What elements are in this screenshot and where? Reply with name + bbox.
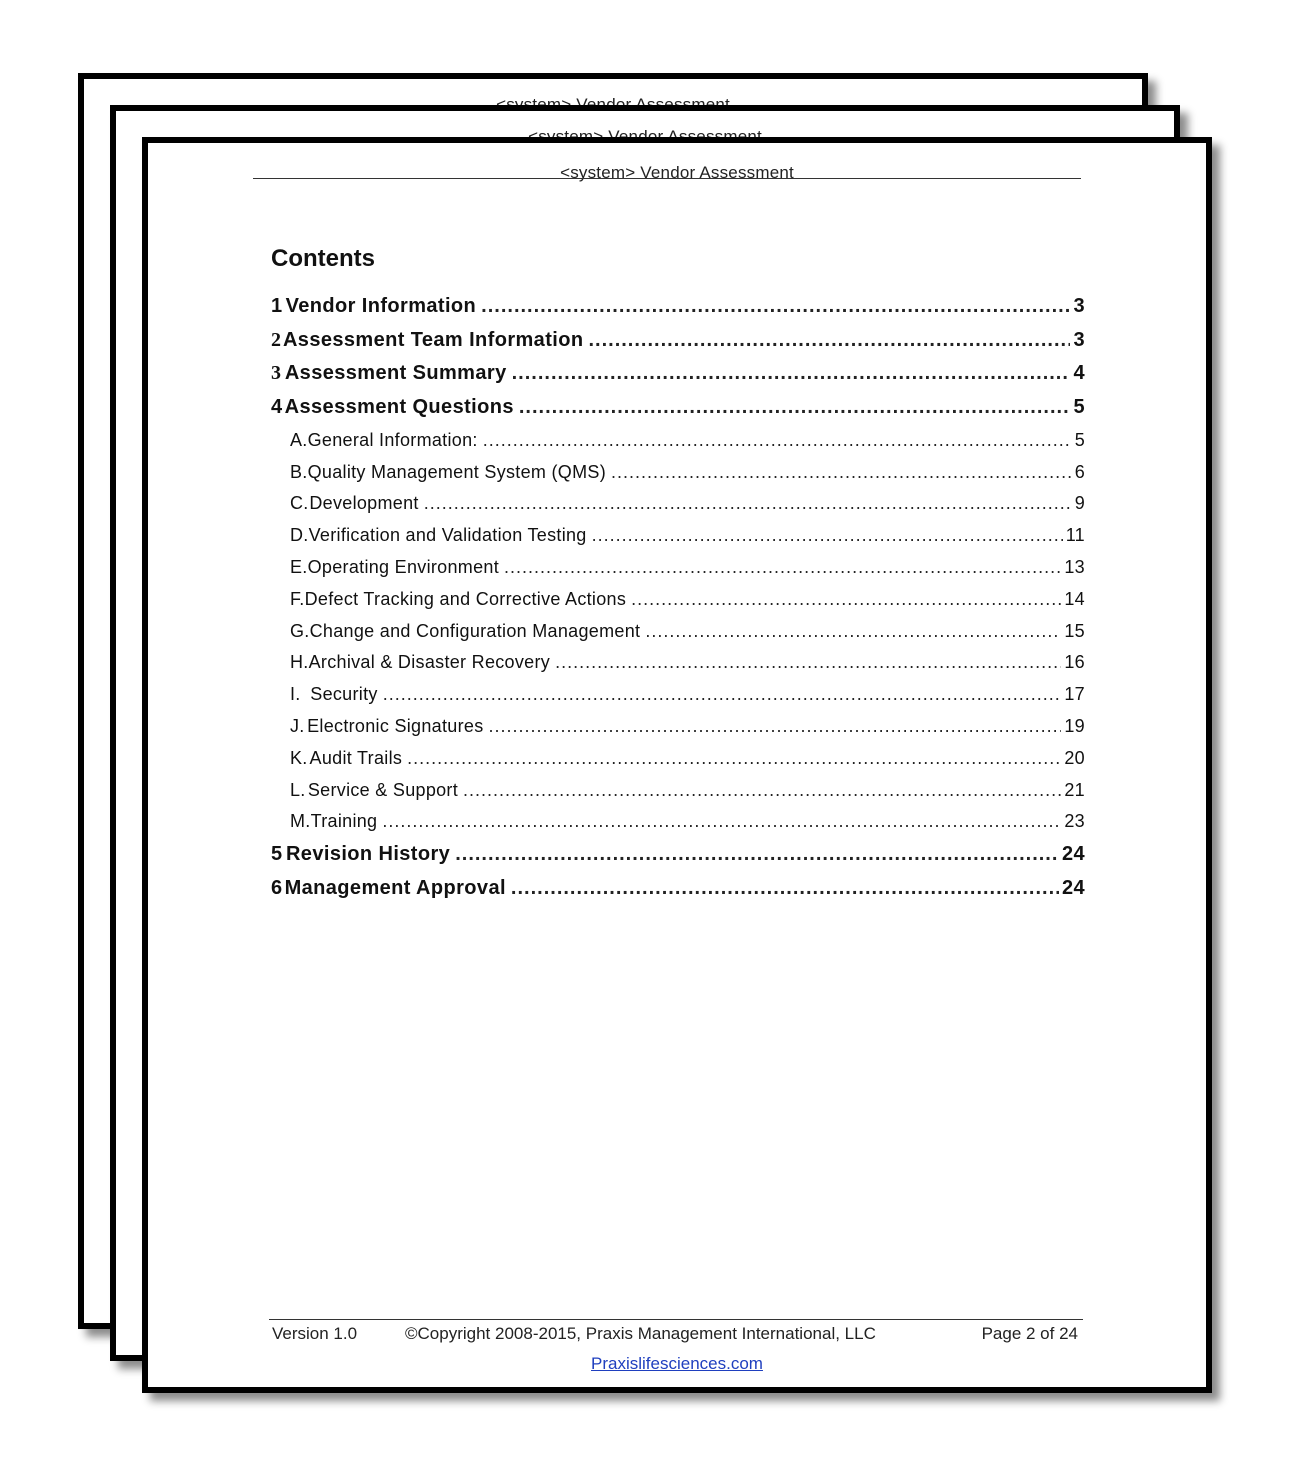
toc-entry-page: 9 xyxy=(1074,493,1085,514)
toc-entry-number: 6 xyxy=(271,876,283,899)
toc-entry-page: 16 xyxy=(1064,652,1085,673)
toc-entry-title: Vendor Information xyxy=(285,295,477,317)
toc-entry-page: 3 xyxy=(1073,295,1085,317)
toc-entry-page: 4 xyxy=(1073,362,1085,385)
toc-entry-page: 21 xyxy=(1064,779,1085,800)
toc-dot-leader xyxy=(463,780,1061,801)
toc-entry-number: K. xyxy=(290,747,308,768)
toc-entry-verification-validation-testing[interactable] xyxy=(271,525,1085,557)
toc-entry-number: 1 xyxy=(271,295,283,317)
toc-entry-page: 3 xyxy=(1073,328,1085,351)
toc-entry-number: 2 xyxy=(271,328,282,351)
toc-entry-page: 24 xyxy=(1061,843,1085,866)
toc-entry-service-support[interactable] xyxy=(271,780,1085,812)
toc-entry-number: B. xyxy=(290,461,308,482)
toc-entry-title: Revision History xyxy=(285,843,451,866)
toc-entry-title: Operating Environment xyxy=(307,556,500,577)
toc-entry-number: J. xyxy=(290,715,305,736)
toc-entry-number: D. xyxy=(290,525,309,546)
toc-entry-number: A. xyxy=(290,429,308,450)
toc-entry-title: Assessment Team Information xyxy=(282,328,584,351)
page-header: <system> Vendor Assessment xyxy=(560,163,794,182)
toc-entry-training[interactable] xyxy=(271,811,1085,843)
toc-entry-title: Assessment Questions xyxy=(284,396,514,419)
footer-copyright: ©Copyright 2008-2015, Praxis Management International, LLC xyxy=(405,1324,876,1343)
toc-entry-revision-history[interactable] xyxy=(271,843,1085,877)
toc-entry-title: Management Approval xyxy=(284,876,506,899)
toc-entry-assessment-team-information[interactable] xyxy=(271,329,1085,363)
footer-website-link[interactable]: Praxislifesciences.com xyxy=(591,1354,763,1373)
table-of-contents xyxy=(271,295,1085,910)
toc-entry-assessment-questions[interactable] xyxy=(271,396,1085,430)
toc-entry-change-configuration-management[interactable] xyxy=(271,621,1085,653)
header-divider xyxy=(253,178,1081,179)
toc-entry-page: 19 xyxy=(1064,715,1085,736)
toc-entry-page: 5 xyxy=(1074,429,1085,450)
toc-entry-electronic-signatures[interactable] xyxy=(271,716,1085,748)
toc-entry-number: E. xyxy=(290,556,308,577)
toc-dot-leader xyxy=(592,525,1063,546)
document-page-front xyxy=(142,137,1212,1393)
toc-dot-leader xyxy=(555,652,1061,673)
toc-dot-leader xyxy=(489,716,1062,737)
toc-entry-title: General Information: xyxy=(307,429,478,450)
toc-entry-number: 4 xyxy=(271,396,283,419)
toc-entry-page: 15 xyxy=(1064,620,1085,641)
toc-entry-quality-management-system[interactable] xyxy=(271,462,1085,494)
toc-entry-title: Defect Tracking and Corrective Actions xyxy=(304,588,627,609)
contents-heading: Contents xyxy=(271,245,375,272)
toc-dot-leader xyxy=(512,362,1071,385)
toc-entry-title: Assessment Summary xyxy=(284,362,507,385)
toc-entry-number: 5 xyxy=(271,843,283,866)
toc-dot-leader xyxy=(407,748,1061,769)
toc-entry-number: 3 xyxy=(271,362,282,385)
toc-entry-page: 14 xyxy=(1064,588,1085,609)
toc-entry-assessment-summary[interactable] xyxy=(271,362,1085,396)
toc-entry-number: M. xyxy=(290,811,311,832)
toc-entry-security[interactable] xyxy=(271,684,1085,716)
toc-dot-leader xyxy=(382,811,1061,832)
toc-dot-leader xyxy=(611,462,1072,483)
toc-entry-development[interactable] xyxy=(271,493,1085,525)
toc-dot-leader xyxy=(631,589,1061,610)
footer-version: Version 1.0 xyxy=(272,1324,358,1343)
toc-entry-page: 11 xyxy=(1065,525,1085,546)
toc-entry-title: Archival & Disaster Recovery xyxy=(308,652,551,673)
toc-entry-number: G. xyxy=(290,620,310,641)
toc-dot-leader xyxy=(511,877,1059,900)
toc-entry-page: 20 xyxy=(1064,747,1085,768)
toc-dot-leader xyxy=(481,295,1070,318)
footer-divider xyxy=(269,1319,1083,1320)
toc-entry-title: Electronic Signatures xyxy=(307,715,484,736)
toc-dot-leader xyxy=(504,557,1061,578)
toc-entry-title: Change and Configuration Management xyxy=(309,620,641,641)
toc-entry-title: Service & Support xyxy=(307,779,459,800)
toc-entry-number: H. xyxy=(290,652,309,673)
toc-entry-page: 24 xyxy=(1061,876,1085,899)
toc-entry-operating-environment[interactable] xyxy=(271,557,1085,589)
toc-dot-leader xyxy=(455,843,1059,866)
toc-entry-page: 5 xyxy=(1073,396,1085,419)
toc-entry-number: I. xyxy=(290,684,301,705)
toc-entry-title: Verification and Validation Testing xyxy=(308,525,587,546)
toc-dot-leader xyxy=(424,493,1072,514)
toc-entry-page: 6 xyxy=(1074,461,1085,482)
toc-entry-title: Security xyxy=(310,684,378,705)
toc-dot-leader xyxy=(588,329,1070,352)
toc-entry-page: 13 xyxy=(1064,556,1085,577)
toc-entry-number: L. xyxy=(290,779,306,800)
toc-entry-title: Audit Trails xyxy=(309,747,403,768)
toc-entry-page: 17 xyxy=(1064,684,1085,705)
toc-entry-title: Training xyxy=(310,811,378,832)
toc-entry-number: F. xyxy=(290,588,305,609)
toc-entry-page: 23 xyxy=(1064,811,1085,832)
footer-page-number: Page 2 of 24 xyxy=(981,1324,1078,1343)
toc-dot-leader xyxy=(483,430,1072,451)
toc-entry-defect-tracking[interactable] xyxy=(271,589,1085,621)
toc-entry-archival-disaster-recovery[interactable] xyxy=(271,652,1085,684)
toc-entry-title: Development xyxy=(309,493,419,514)
toc-dot-leader xyxy=(519,396,1071,419)
toc-entry-title: Quality Management System (QMS) xyxy=(307,461,606,482)
toc-entry-management-approval[interactable] xyxy=(271,877,1085,911)
toc-entry-audit-trails[interactable] xyxy=(271,748,1085,780)
toc-dot-leader xyxy=(645,621,1061,642)
toc-entry-number: C. xyxy=(290,493,309,514)
toc-entry-general-information[interactable] xyxy=(271,430,1085,462)
toc-dot-leader xyxy=(383,684,1062,705)
toc-entry-vendor-information[interactable] xyxy=(271,295,1085,329)
